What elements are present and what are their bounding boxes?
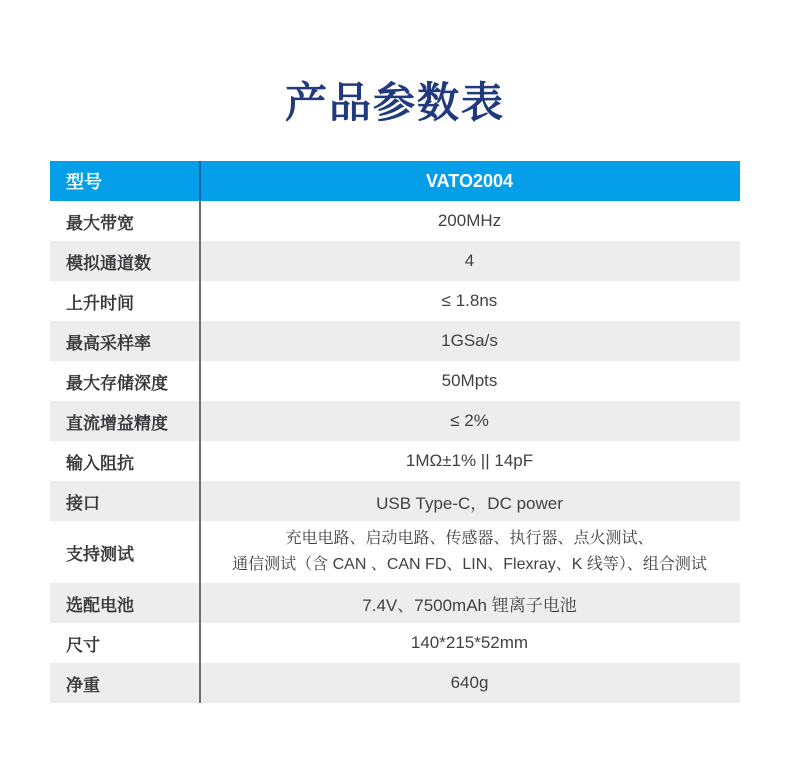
spec-table (50, 161, 740, 703)
header-model-label: 型号 (66, 172, 102, 192)
row-value: 1MΩ±1% || 14pF (405, 451, 534, 470)
table-row-input-impedance (50, 441, 740, 481)
row-label: 输入阻抗 (66, 453, 134, 473)
page-title: 产品参数表 (284, 79, 505, 126)
row-label: 直流增益精度 (66, 413, 168, 433)
table-row-dimensions (50, 623, 740, 663)
row-label: 支持测试 (66, 544, 134, 564)
table-row-dc-gain-accuracy (50, 401, 740, 441)
table-header-row (50, 161, 740, 201)
table-row-optional-battery (50, 583, 740, 623)
column-divider-line (199, 161, 201, 703)
table-row-channels (50, 241, 740, 281)
row-value: 4 (464, 251, 475, 270)
row-label: 最大存储深度 (66, 373, 168, 393)
table-row-memory-depth (50, 361, 740, 401)
row-label: 尺寸 (66, 635, 100, 655)
table-row-supported-tests (50, 521, 740, 583)
row-label: 模拟通道数 (66, 253, 151, 273)
row-value-line-1: 充电电路、启动电路、传感器、执行器、点火测试、 (285, 530, 654, 547)
row-label: 上升时间 (66, 293, 134, 313)
row-label: 最大带宽 (66, 213, 134, 233)
header-model-value: VATO2004 (425, 170, 514, 191)
row-label: 接口 (66, 493, 100, 513)
row-label: 净重 (66, 675, 100, 695)
row-value: 7.4V、7500mAh 锂离子电池 (362, 595, 577, 615)
table-row-net-weight (50, 663, 740, 703)
row-label: 选配电池 (66, 595, 134, 615)
table-row-sample-rate (50, 321, 740, 361)
row-value: 50Mpts (441, 371, 498, 390)
row-value: 200MHz (437, 211, 502, 230)
table-row-interface (50, 481, 740, 521)
row-value: ≤ 1.8ns (441, 291, 498, 310)
row-value: 640g (450, 673, 489, 692)
table-row-bandwidth (50, 201, 740, 241)
row-value: 140*215*52mm (410, 633, 529, 652)
row-value-line-2: 通信测试（含 CAN 、CAN FD、LIN、Flexray、K 线等）、组合测试 (232, 556, 707, 573)
table-row-rise-time (50, 281, 740, 321)
row-value: ≤ 2% (450, 411, 489, 430)
row-value: 1GSa/s (441, 331, 498, 350)
row-label: 最高采样率 (66, 333, 151, 353)
row-value: USB Type-C，DC power (376, 493, 563, 513)
column-divider-header-segment (199, 161, 201, 201)
row-value (199, 521, 740, 583)
